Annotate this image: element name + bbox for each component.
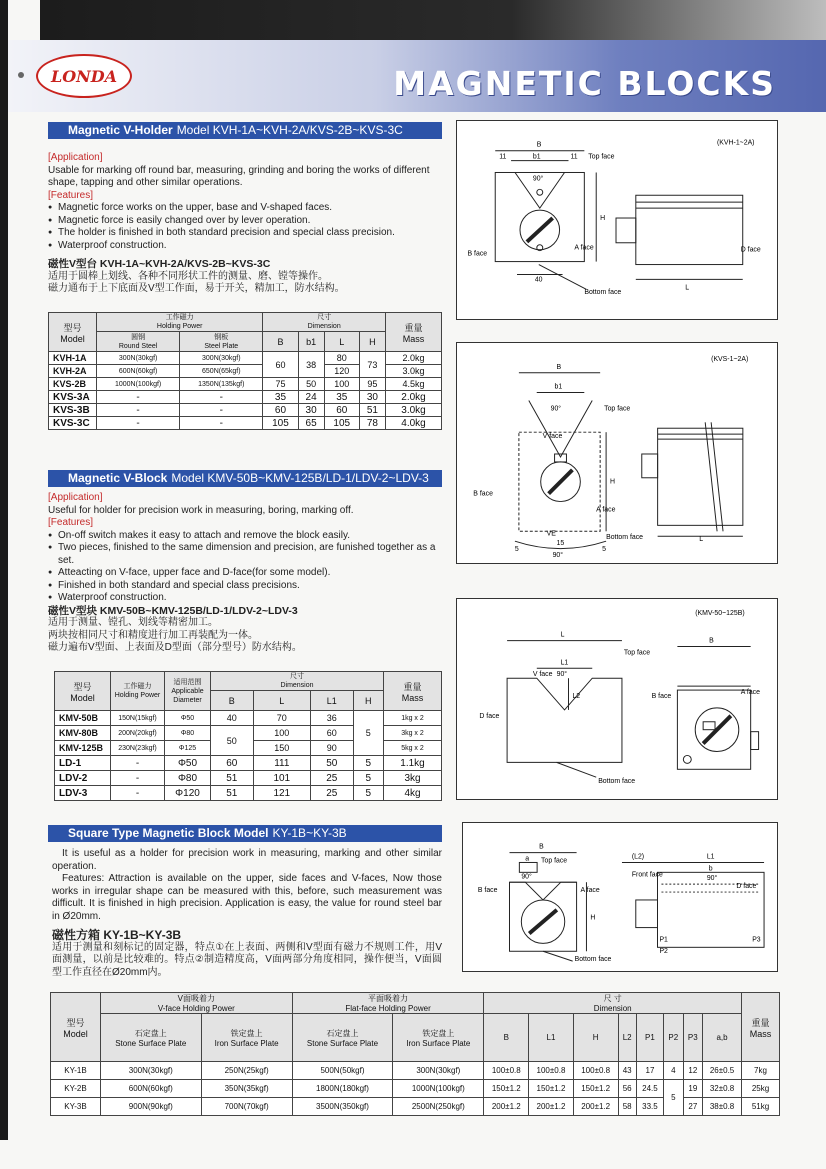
bullet-dot (18, 72, 24, 78)
svg-text:B face: B face (473, 490, 493, 498)
svg-text:L: L (560, 631, 565, 639)
svg-text:L1: L1 (560, 659, 569, 667)
svg-text:B face: B face (651, 693, 672, 701)
table-row: LDV-2 - Φ80 51 101 25 5 3kg (55, 771, 442, 786)
diagram-kmv (456, 598, 778, 800)
svg-text:5: 5 (514, 546, 519, 554)
svg-text:B: B (709, 637, 714, 645)
section-bar-kmv: Magnetic V-Block Model KMV-50B~KMV-125B/LD-1/LDV-2~LDV-3 (48, 470, 442, 487)
kmv-drawing (457, 599, 777, 799)
scan-edge (40, 0, 826, 40)
svg-text:A face: A face (580, 887, 600, 895)
svg-text:(KVS-1~2A): (KVS-1~2A) (711, 355, 749, 363)
table-row: KY-3B 900N(90kgf) 700N(70kgf) 3500N(350kgf) 2500N(250kgf) 200±1.2 200±1.2 200±1.2 58 33.5 27 38±0.8 51kg (51, 1098, 780, 1116)
svg-text:Bottom face: Bottom face (574, 956, 612, 964)
svg-text:H: H (600, 215, 606, 222)
svg-text:(KMV-50~125B): (KMV-50~125B) (695, 609, 745, 617)
svg-text:11: 11 (570, 153, 578, 161)
svg-text:40: 40 (534, 276, 543, 284)
svg-text:Top face: Top face (541, 857, 568, 865)
svg-text:90°: 90° (550, 405, 562, 413)
svg-text:90°: 90° (706, 875, 718, 883)
svg-text:L: L (699, 536, 704, 544)
scan-side-edge (0, 0, 8, 1140)
svg-text:90°: 90° (552, 552, 564, 560)
svg-text:b: b (708, 865, 713, 873)
table-row: KMV-80B 200N(20kgf) Φ80 50 100 60 3kg x 2 (55, 726, 442, 741)
svg-text:Bottom face: Bottom face (598, 778, 636, 786)
svg-text:90°: 90° (521, 873, 532, 881)
svg-text:Bottom face: Bottom face (584, 289, 622, 297)
svg-text:5: 5 (602, 546, 606, 554)
section-bar-ky: Square Type Magnetic Block Model KY-1B~KY-3B (48, 825, 442, 842)
svg-text:H: H (590, 914, 596, 922)
table-row: KMV-125B 230N(23kgf) Φ125 150 90 5kg x 2 (55, 741, 442, 756)
svg-text:A face: A face (596, 506, 616, 514)
kvh-drawing (457, 121, 777, 319)
svg-text:90°: 90° (556, 671, 568, 679)
table-row: LD-1 - Φ50 60 111 50 5 1.1kg (55, 756, 442, 771)
svg-text:B face: B face (477, 887, 498, 895)
svg-text:V face: V face (532, 671, 553, 679)
page-title: MAGNETIC BLOCKS (393, 64, 776, 103)
svg-text:11: 11 (499, 153, 507, 161)
svg-text:Top face: Top face (623, 649, 651, 657)
svg-text:P3: P3 (752, 936, 761, 944)
svg-text:(KVH-1~2A): (KVH-1~2A) (716, 139, 755, 147)
table-row: KY-2B 600N(60kgf) 350N(35kgf) 1800N(180kgf) 1000N(100kgf) 150±1.2 150±1.2 150±1.2 56 24.5 5 19 32±0.8 25kg (51, 1080, 780, 1098)
table-row: KVS-2B 1000N(100kgf) 1350N(135kgf) 75 50 100 95 4.5kg (49, 378, 442, 391)
table-row: KVS-3B - - 60 30 60 51 3.0kg (49, 404, 442, 417)
svg-text:Front face: Front face (631, 871, 663, 879)
table-row: KVH-2A 600N(60kgf) 650N(65kgf) 120 3.0kg (49, 365, 442, 378)
svg-text:P1: P1 (659, 936, 668, 944)
svg-text:D face: D face (740, 246, 761, 254)
svg-text:V face: V face (542, 433, 563, 441)
svg-text:B face: B face (467, 250, 488, 258)
svg-text:L1: L1 (706, 853, 715, 861)
svg-text:b1: b1 (532, 153, 541, 161)
svg-text:VE: VE (546, 530, 556, 538)
svg-text:L2: L2 (572, 693, 581, 701)
svg-text:B: B (536, 141, 542, 149)
section-bar-kvh: Magnetic V-Holder Model KVH-1A~KVH-2A/KVS-2B~KVS-3C (48, 122, 442, 139)
table-row: LDV-3 - Φ120 51 121 25 5 4kg (55, 786, 442, 801)
table-row: KY-1B 300N(30kgf) 250N(25kgf) 500N(50kgf) 300N(30kgf) 100±0.8 100±0.8 100±0.8 43 17 4 12 26±0.5 7kg (51, 1062, 780, 1080)
svg-text:Bottom face: Bottom face (606, 534, 644, 542)
table-row: KVS-3C - - 105 65 105 78 4.0kg (49, 417, 442, 430)
svg-text:b1: b1 (554, 383, 563, 391)
table-row: KVS-3A - - 35 24 35 30 2.0kg (49, 391, 442, 404)
svg-text:H: H (610, 478, 616, 486)
svg-text:L: L (685, 284, 690, 292)
svg-text:B: B (539, 843, 544, 851)
table-row: KMV-50B 150N(15kgf) Φ50 40 70 36 5 1kg x 2 (55, 711, 442, 726)
ky-description: It is useful as a holder for precision work in measuring, marking and other similar operation. Features: Attraction is available on the upper, side faces and V-faces, Now those works in irregular shape can be measured with this, before, such measurement was difficult. It is finished in high precision. Application is easy, the value for round steel bar in Ø20mm. 磁性方箱 KY-1B~KY-3B 适用于测量和刻标记的固定器，特点①在上表面、两侧和V型面有磁力不规则工件，用V面测量，以前是比较难的。特点②制造精度高，V面两部分角度相同，操作便当，V面圆型工作直径在Ø20mm内。 (52, 848, 442, 978)
kvh-description: [Application] Usable for marking off round bar, measuring, grinding and boring the works of different shape, tapping and other similar operations. [Features] ● Magnetic force works on the upper, base and V-shaped faces. ● Magnetic force is easily changed over by lever operation. ● The holder is finished in both standard precision and special class precision. ● Waterproof construction. 磁性V型台 KVH-1A~KVH-2A/KVS-2B~KVS-3C 适用于圆棒上划线、各种不同形状工件的测量、磨、镗等操作。 磁力通布于上下底面及V型工作面，易于开关，精加工，防水结构。 (48, 152, 443, 296)
svg-text:D face: D face (736, 883, 757, 891)
ky-spec-table: 型号 Model V面吸着力 V-face Holding Power 平面吸着力 Flat-face Holding Power 尺 寸 Dimension 重量 Mass 石定盘上 Stone Surface Plate 铁定盘上 Iron Surface Plate 石定盘上 Stone Surface Plate 铁定盘上 Iron Surface Plate B L1 H L2 P1 P2 P3 a,b KY-1B 300N(30kgf) 250N(25kgf) 500N(50kgf) 300N(30kgf) 100±0.8 100±0.8 100±0.8 43 17 4 12 26±0.5 7kg KY-2B 600N(60kgf) 350N(35kgf) 1800N(180kgf) 1000N(100kgf) 150±1.2 150±1.2 150±1.2 56 24.5 5 19 32±0.8 25kg KY-3B 900N(90kgf) 700N(70kgf) 3500N(350kgf) 2500N(250kgf) 200±1.2 200±1.2 200±1.2 58 33.5 27 38±0.8 51kg (50, 992, 780, 1116)
ky-drawing (463, 823, 777, 971)
kvh-spec-table: 型号 Model 工作磁力 Holding Power 尺寸 Dimension 重量 Mass 圆钢 Round Steel 钢板 Steel Plate B b1 L H KVH-1A 300N(30kgf) 300N(30kgf) 60 38 80 73 2.0kg KVH-2A 600N(60kgf) 650N(65kgf) 120 3.0kg KVS-2B 1000N(100kgf) 1350N(135kgf) 75 50 100 95 4.5kg KVS-3A - - 35 24 35 30 2.0kg KVS-3B - - 60 30 60 51 3.0kg KVS-3C - - 105 65 105 78 4.0kg (48, 312, 442, 430)
svg-text:A face: A face (740, 689, 761, 697)
svg-text:Top face: Top face (588, 153, 615, 161)
svg-text:a: a (525, 855, 530, 863)
svg-text:Top face: Top face (604, 405, 631, 413)
svg-text:P2: P2 (659, 948, 668, 956)
svg-text:A face: A face (574, 244, 594, 252)
diagram-kvh (456, 120, 778, 320)
kmv-spec-table: 型号 Model 工作磁力 Holding Power 适用范围 Applicable Diameter 尺寸 Dimension 重量 Mass B L L1 H KMV-50B 150N(15kgf) Φ50 40 70 36 5 1kg x 2 KMV-80B 200N(20kgf) Φ80 50 100 60 3kg x 2 KMV-125B 230N(23kgf) Φ125 150 90 5kg x 2 LD-1 - Φ50 60 111 50 5 1.1kg LDV-2 - Φ80 51 101 25 5 3kg LDV-3 - Φ120 51 121 25 5 4kg (54, 671, 442, 801)
diagram-ky (462, 822, 778, 972)
svg-text:B: B (556, 363, 562, 371)
svg-text:(L2): (L2) (631, 853, 645, 861)
brand-logo: LONDA (36, 54, 132, 98)
svg-text:D face: D face (479, 712, 500, 720)
diagram-kvs (456, 342, 778, 564)
kmv-description: [Application] Useful for holder for precision work in measuring, boring, marking off. [Features] ● On-off switch makes it easy to attach and remove the block easily. ● Two pieces, finished to the same dimension and precision, are funished together as a set. ● Atteacting on V-face, upper face and D-face(for some model). ● Finished in both standard and special class precisions. ● Waterproof construction. 磁性V型块 KMV-50B~KMV-125B/LD-1/LDV-2~LDV-3 适用于测量、镗孔、划线等精密加工。 两块按相同尺寸和精度进行加工再装配为一体。 磁力遍布V型面、上表面及D型面（部分型号）防水结构。 (48, 492, 443, 655)
svg-text:15: 15 (556, 540, 565, 548)
svg-text:90°: 90° (532, 175, 544, 183)
kvs-drawing (457, 343, 777, 563)
table-row: KVH-1A 300N(30kgf) 300N(30kgf) 60 38 80 73 2.0kg (49, 352, 442, 365)
